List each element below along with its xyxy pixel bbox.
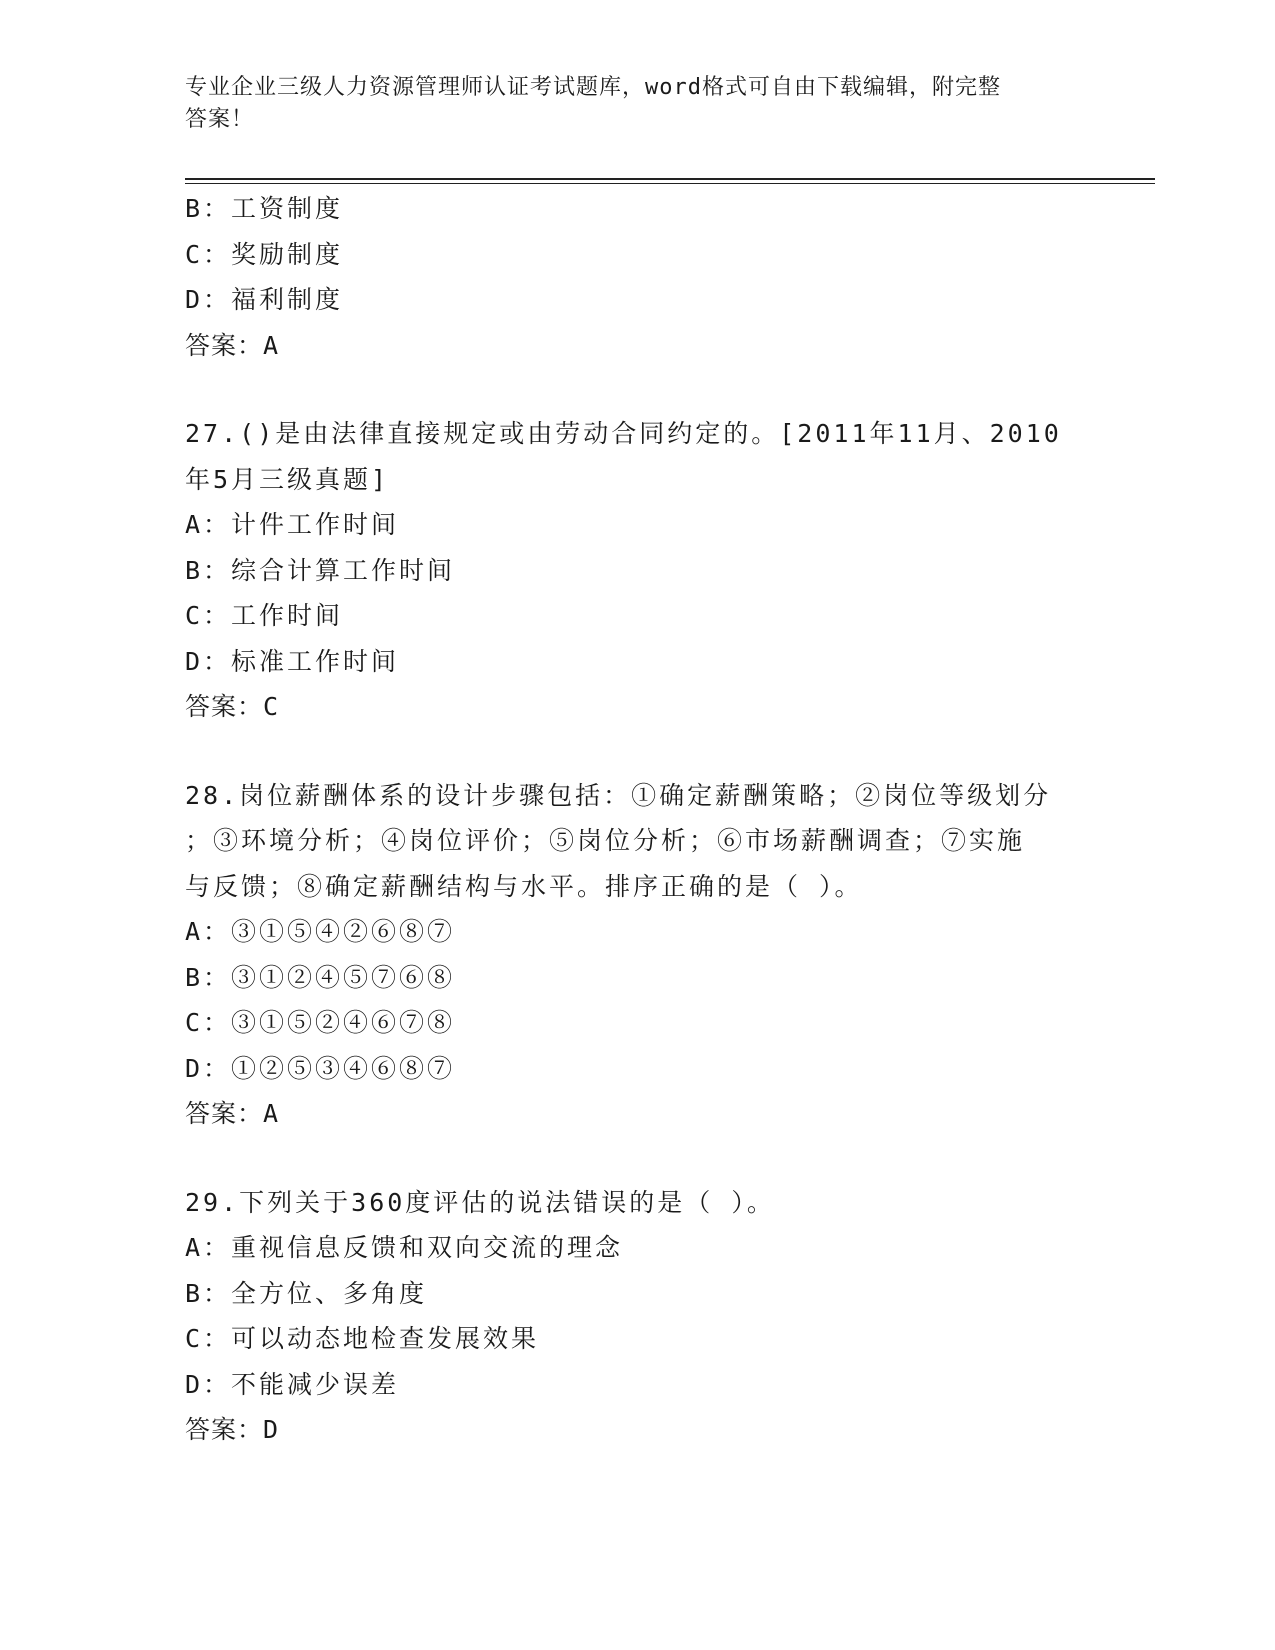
answer-line (185, 1407, 1085, 1453)
question-stem-line: 29.下列关于360度评估的说法错误的是（ ）。 (185, 1187, 775, 1217)
question-stem-line: 27.()是由法律直接规定或由劳动合同约定的。[2011年11月、2010 (185, 419, 1062, 448)
option-b: B：全方位、多角度 (185, 1278, 428, 1308)
option-c: C：可以动态地检查发展效果 (185, 1324, 540, 1353)
answer-value: A (263, 1099, 280, 1128)
header-line-1: 专业企业三级人力资源管理师认证考试题库，word格式可自由下载编辑，附完整 (185, 75, 1001, 100)
answer-line (185, 323, 1085, 369)
answer-label: 答案： (185, 692, 264, 721)
question-28 (185, 773, 1085, 1137)
option-a: A：③①⑤④②⑥⑧⑦ (185, 917, 456, 946)
question-stem-line: ；③环境分析；④岗位评价；⑤岗位分析；⑥市场薪酬调查；⑦实施 (185, 826, 1026, 855)
prev-question (185, 186, 1085, 368)
header-rule-thin (185, 183, 1155, 184)
question-stem-line: 与反馈；⑧确定薪酬结构与水平。排序正确的是（ ）。 (185, 871, 863, 901)
header-rule-thick (185, 178, 1155, 180)
option-b: B：综合计算工作时间 (185, 555, 456, 585)
answer-line (185, 684, 1085, 730)
question-29 (185, 1180, 1085, 1453)
option-b: B：工资制度 (185, 194, 344, 223)
answer-label: 答案： (185, 330, 264, 360)
option-a: A：计件工作时间 (185, 510, 400, 539)
option-d: D：①②⑤③④⑥⑧⑦ (185, 1053, 456, 1083)
header-line-2: 答案！ (185, 107, 255, 132)
answer-value: C (263, 692, 280, 721)
question-list (185, 186, 1085, 1453)
document-header (185, 72, 1085, 136)
option-d: D：不能减少误差 (185, 1369, 400, 1399)
answer-value: A (263, 330, 280, 360)
option-b: B：③①②④⑤⑦⑥⑧ (185, 962, 456, 992)
answer-value: D (263, 1415, 280, 1444)
question-stem-line: 28.岗位薪酬体系的设计步骤包括：①确定薪酬策略；②岗位等级划分 (185, 780, 1052, 810)
option-a: A：重视信息反馈和双向交流的理念 (185, 1233, 624, 1262)
question-27 (185, 411, 1085, 730)
answer-label: 答案： (185, 1099, 264, 1128)
option-c: C：③①⑤②④⑥⑦⑧ (185, 1008, 456, 1037)
question-stem-line: 年5月三级真题] (185, 464, 390, 494)
answer-label: 答案： (185, 1415, 264, 1444)
option-c: C：工作时间 (185, 601, 344, 630)
option-c: C：奖励制度 (185, 239, 344, 269)
answer-line (185, 1091, 1085, 1137)
option-d: D：标准工作时间 (185, 646, 400, 676)
option-d: D：福利制度 (185, 285, 344, 314)
